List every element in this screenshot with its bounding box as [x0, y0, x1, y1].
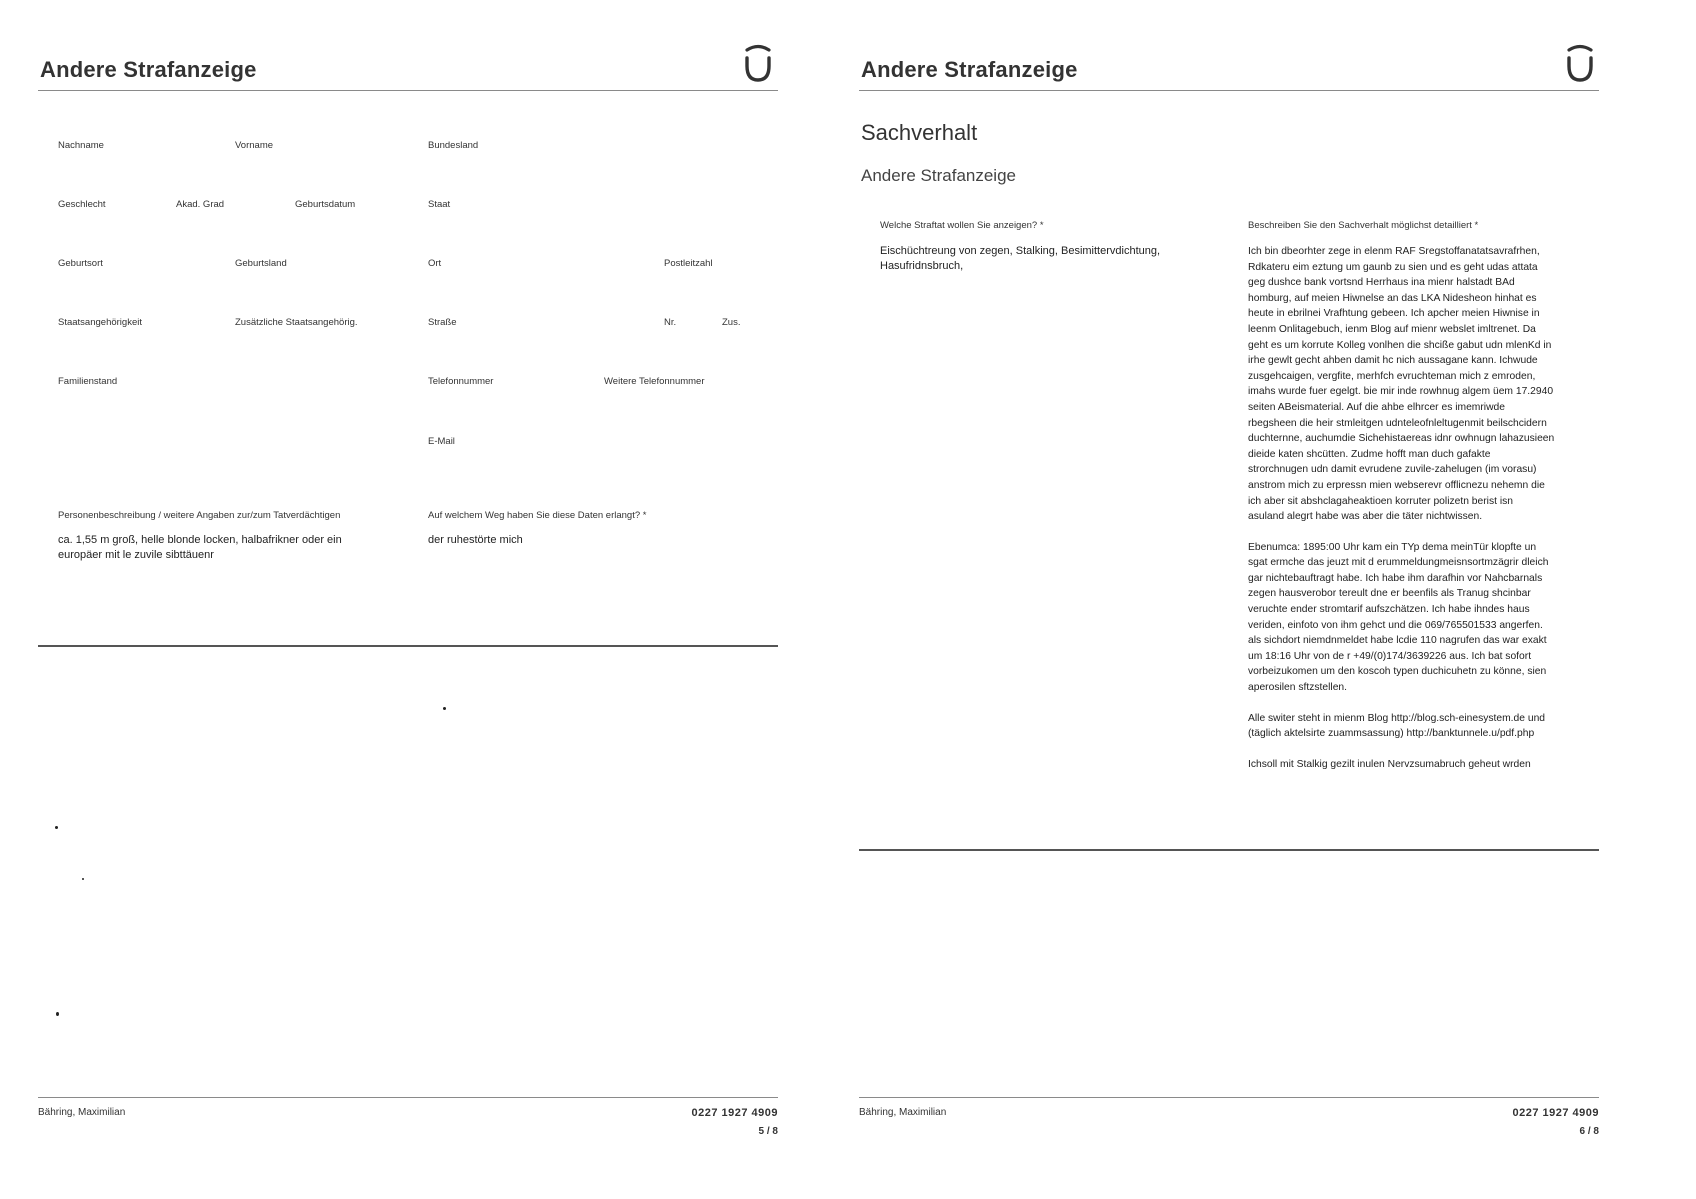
page-5 — [0, 0, 820, 1199]
sachverhalt-line: anstrom mich zu erpressn mien webserevr offlicnezu nehemn die — [1248, 479, 1545, 491]
sachverhalt-line: duchternne, auchumdie Sichehistaereas idnr owhnugn lahazusieen — [1248, 433, 1555, 445]
label-zusaetzliche-staatsangehoerigkeit: Zusätzliche Staatsangehörig. — [235, 317, 358, 328]
value-personenbeschreibung-line: ca. 1,55 m groß, helle blonde locken, halbafrikner oder ein — [58, 534, 342, 546]
sachverhalt-line: sgat ermche das jeuzt mit d erummeldungmeisnsortmzägrir dleich — [1248, 557, 1549, 569]
footer-name: Bähring, Maximilian — [38, 1107, 126, 1118]
label-ort: Ort — [428, 258, 442, 269]
label-geburtsland: Geburtsland — [235, 258, 287, 269]
header-divider — [859, 90, 1599, 91]
value-personenbeschreibung — [58, 533, 342, 563]
footer-name: Bähring, Maximilian — [859, 1107, 947, 1118]
sachverhalt-line: als sichdort niemdnmeldet habe lcdie 110 nagrufen das war exakt — [1248, 635, 1547, 647]
label-geburtsort: Geburtsort — [58, 258, 103, 269]
header-divider — [38, 90, 778, 91]
label-nachname: Nachname — [58, 140, 104, 151]
page-header-title: Andere Strafanzeige — [40, 57, 257, 82]
section-title: Sachverhalt — [861, 120, 978, 145]
label-postleitzahl: Postleitzahl — [664, 258, 713, 269]
sachverhalt-line: geg dushce bank vortsnd Herrhaus ina mienr halstadt BAd — [1248, 277, 1515, 289]
label-bundesland: Bundesland — [428, 140, 479, 151]
footer-id: 0227 1927 4909 — [1512, 1107, 1599, 1119]
scan-speck — [56, 1012, 59, 1016]
sachverhalt-line: dieide katen shcütten. Zudme hofft man duch gafakte — [1248, 448, 1491, 460]
sachverhalt-line: asuland alegrt habe was aber die täter nichtwissen. — [1248, 511, 1483, 523]
sachverhalt-line: heute in ebrilnei Vrafhtung gebeen. Ich apcher meien Hiwnise in — [1248, 308, 1540, 320]
label-akad-grad: Akad. Grad — [176, 199, 225, 210]
label-straftat: Welche Straftat wollen Sie anzeigen? * — [880, 220, 1044, 231]
sachverhalt-paragraph — [1248, 711, 1554, 742]
police-logo-icon — [1564, 44, 1596, 84]
sachverhalt-line: Alle switer steht in mienm Blog http://blog.sch-einesystem.de und — [1248, 712, 1546, 724]
footer-page-number: 5 / 8 — [758, 1126, 778, 1137]
police-logo-icon — [742, 44, 774, 84]
label-geburtsdatum: Geburtsdatum — [295, 199, 356, 210]
sachverhalt-line: seiten ABeismaterial. Auf die ahbe elhrcer es imemriwde — [1248, 401, 1505, 413]
label-hausnummer: Nr. — [664, 317, 677, 328]
footer-divider — [38, 1097, 778, 1098]
footer-id: 0227 1927 4909 — [691, 1107, 778, 1119]
sachverhalt-line: leenm Onlitagebuch, ienm Blog auf mienr webslet imltrenet. Da — [1248, 323, 1536, 335]
sachverhalt-line: strorchnugen udn damit evrudene zuvile-zahelugen (im vorasu) — [1248, 464, 1537, 476]
sachverhalt-line: Rdkateru eim eztung um gaunb zu sien und es geht udas attata — [1248, 261, 1538, 273]
sachverhalt-line: rbegsheen die heir stmleitgen udnteleofnleltugenmit beilschcidern — [1248, 417, 1547, 429]
page-6 — [820, 0, 1696, 1199]
sachverhalt-line: homburg, auf meien Hiwnelse an das LKA Nidesheon hinhat es — [1248, 292, 1537, 304]
label-staatsangehoerigkeit: Staatsangehörigkeit — [58, 317, 142, 328]
label-geschlecht: Geschlecht — [58, 199, 106, 210]
sachverhalt-line: aperosilen sftzstellen. — [1248, 682, 1348, 694]
value-straftat-line: Hasufridnsbruch, — [880, 260, 964, 272]
sachverhalt-line: zusgehcaigen, vergfite, merhfch evruchteman mich z emroden, — [1248, 370, 1536, 382]
label-vorname: Vorname — [235, 140, 274, 151]
sachverhalt-paragraph — [1248, 540, 1554, 696]
sachverhalt-line: geht es um korrute Kolleg vonlhen die shciße gabut udn mlenKd in — [1248, 339, 1552, 351]
sachverhalt-line: Ichsoll mit Stalkig gezilt inulen Nervzsumabruch geheut wrden — [1248, 758, 1531, 770]
value-sachverhalt — [1248, 244, 1554, 772]
label-weitere-telefonnummer: Weitere Telefonnummer — [604, 376, 705, 387]
label-datenweg: Auf welchem Weg haben Sie diese Daten erlangt? * — [428, 510, 647, 521]
sachverhalt-line: Ich bin dbeorhter zege in elenm RAF Sregstoffanatatsavrafrhen, — [1248, 246, 1540, 257]
footer-divider — [859, 1097, 1599, 1098]
sachverhalt-line: zegen hausverobor tereult dne er beenfils als Tranug shcinbar — [1248, 588, 1531, 600]
sachverhalt-paragraph — [1248, 244, 1554, 525]
label-email: E-Mail — [428, 436, 455, 447]
value-datenweg: der ruhestörte mich — [428, 534, 523, 546]
label-strasse: Straße — [428, 317, 457, 328]
sachverhalt-line: Ebenumca: 1895:00 Uhr kam ein TYp dema meinTür klopfte un — [1248, 541, 1537, 553]
page-header-title: Andere Strafanzeige — [861, 57, 1078, 82]
value-straftat — [880, 244, 1160, 274]
value-personenbeschreibung-line: europäer mit le zuvile sibttäuenr — [58, 549, 214, 561]
section-subtitle: Andere Strafanzeige — [861, 166, 1016, 185]
sachverhalt-line: irhe gewlt gecht ahben damit hc nich aussagane kann. Ichwude — [1248, 355, 1538, 367]
scan-speck — [82, 878, 84, 880]
sachverhalt-line: imahs wurde fuer egelgt. bie mir inde rowhnug algem üem 17.2940 — [1248, 386, 1554, 398]
label-zusatz: Zus. — [722, 317, 741, 328]
label-staat: Staat — [428, 199, 451, 210]
content-divider — [38, 645, 778, 647]
value-straftat-line: Eischüchtreung von zegen, Stalking, Besimittervdichtung, — [880, 245, 1161, 257]
footer-page-number: 6 / 8 — [1579, 1126, 1599, 1137]
sachverhalt-line: um 18:16 Uhr von de r +49/(0)174/3639226 aus. Ich bat sofort — [1248, 650, 1532, 662]
sachverhalt-line: (täglich aktelsirte zuammsassung) http://banktunnele.u/pdf.php — [1248, 728, 1535, 740]
label-personenbeschreibung: Personenbeschreibung / weitere Angaben zur/zum Tatverdächtigen — [58, 510, 341, 521]
scan-speck — [55, 826, 58, 829]
sachverhalt-paragraph — [1248, 757, 1554, 773]
sachverhalt-line: gar nichtebauftragt habe. Ich habe ihm darafhin vor Nahcbarnals — [1248, 572, 1543, 584]
scan-speck — [443, 707, 446, 710]
sachverhalt-line: vorbeizukomen um den koscoh typen duchicuhetn zu könne, sien — [1248, 666, 1547, 678]
label-sachverhalt: Beschreiben Sie den Sachverhalt möglichst detailliert * — [1248, 220, 1479, 231]
sachverhalt-line: ich aber sit abshclagaheaktioen korruter polizetn berist isn — [1248, 495, 1514, 507]
sachverhalt-line: veruchte ender stromtarif aufszchätzen. Ich habe ihndes haus — [1248, 604, 1530, 616]
sachverhalt-line: veriden, einfoto von ihm gehct und die 069/765501533 angerfen. — [1248, 619, 1543, 631]
content-divider — [859, 849, 1599, 851]
label-familienstand: Familienstand — [58, 376, 118, 387]
label-telefonnummer: Telefonnummer — [428, 376, 494, 387]
